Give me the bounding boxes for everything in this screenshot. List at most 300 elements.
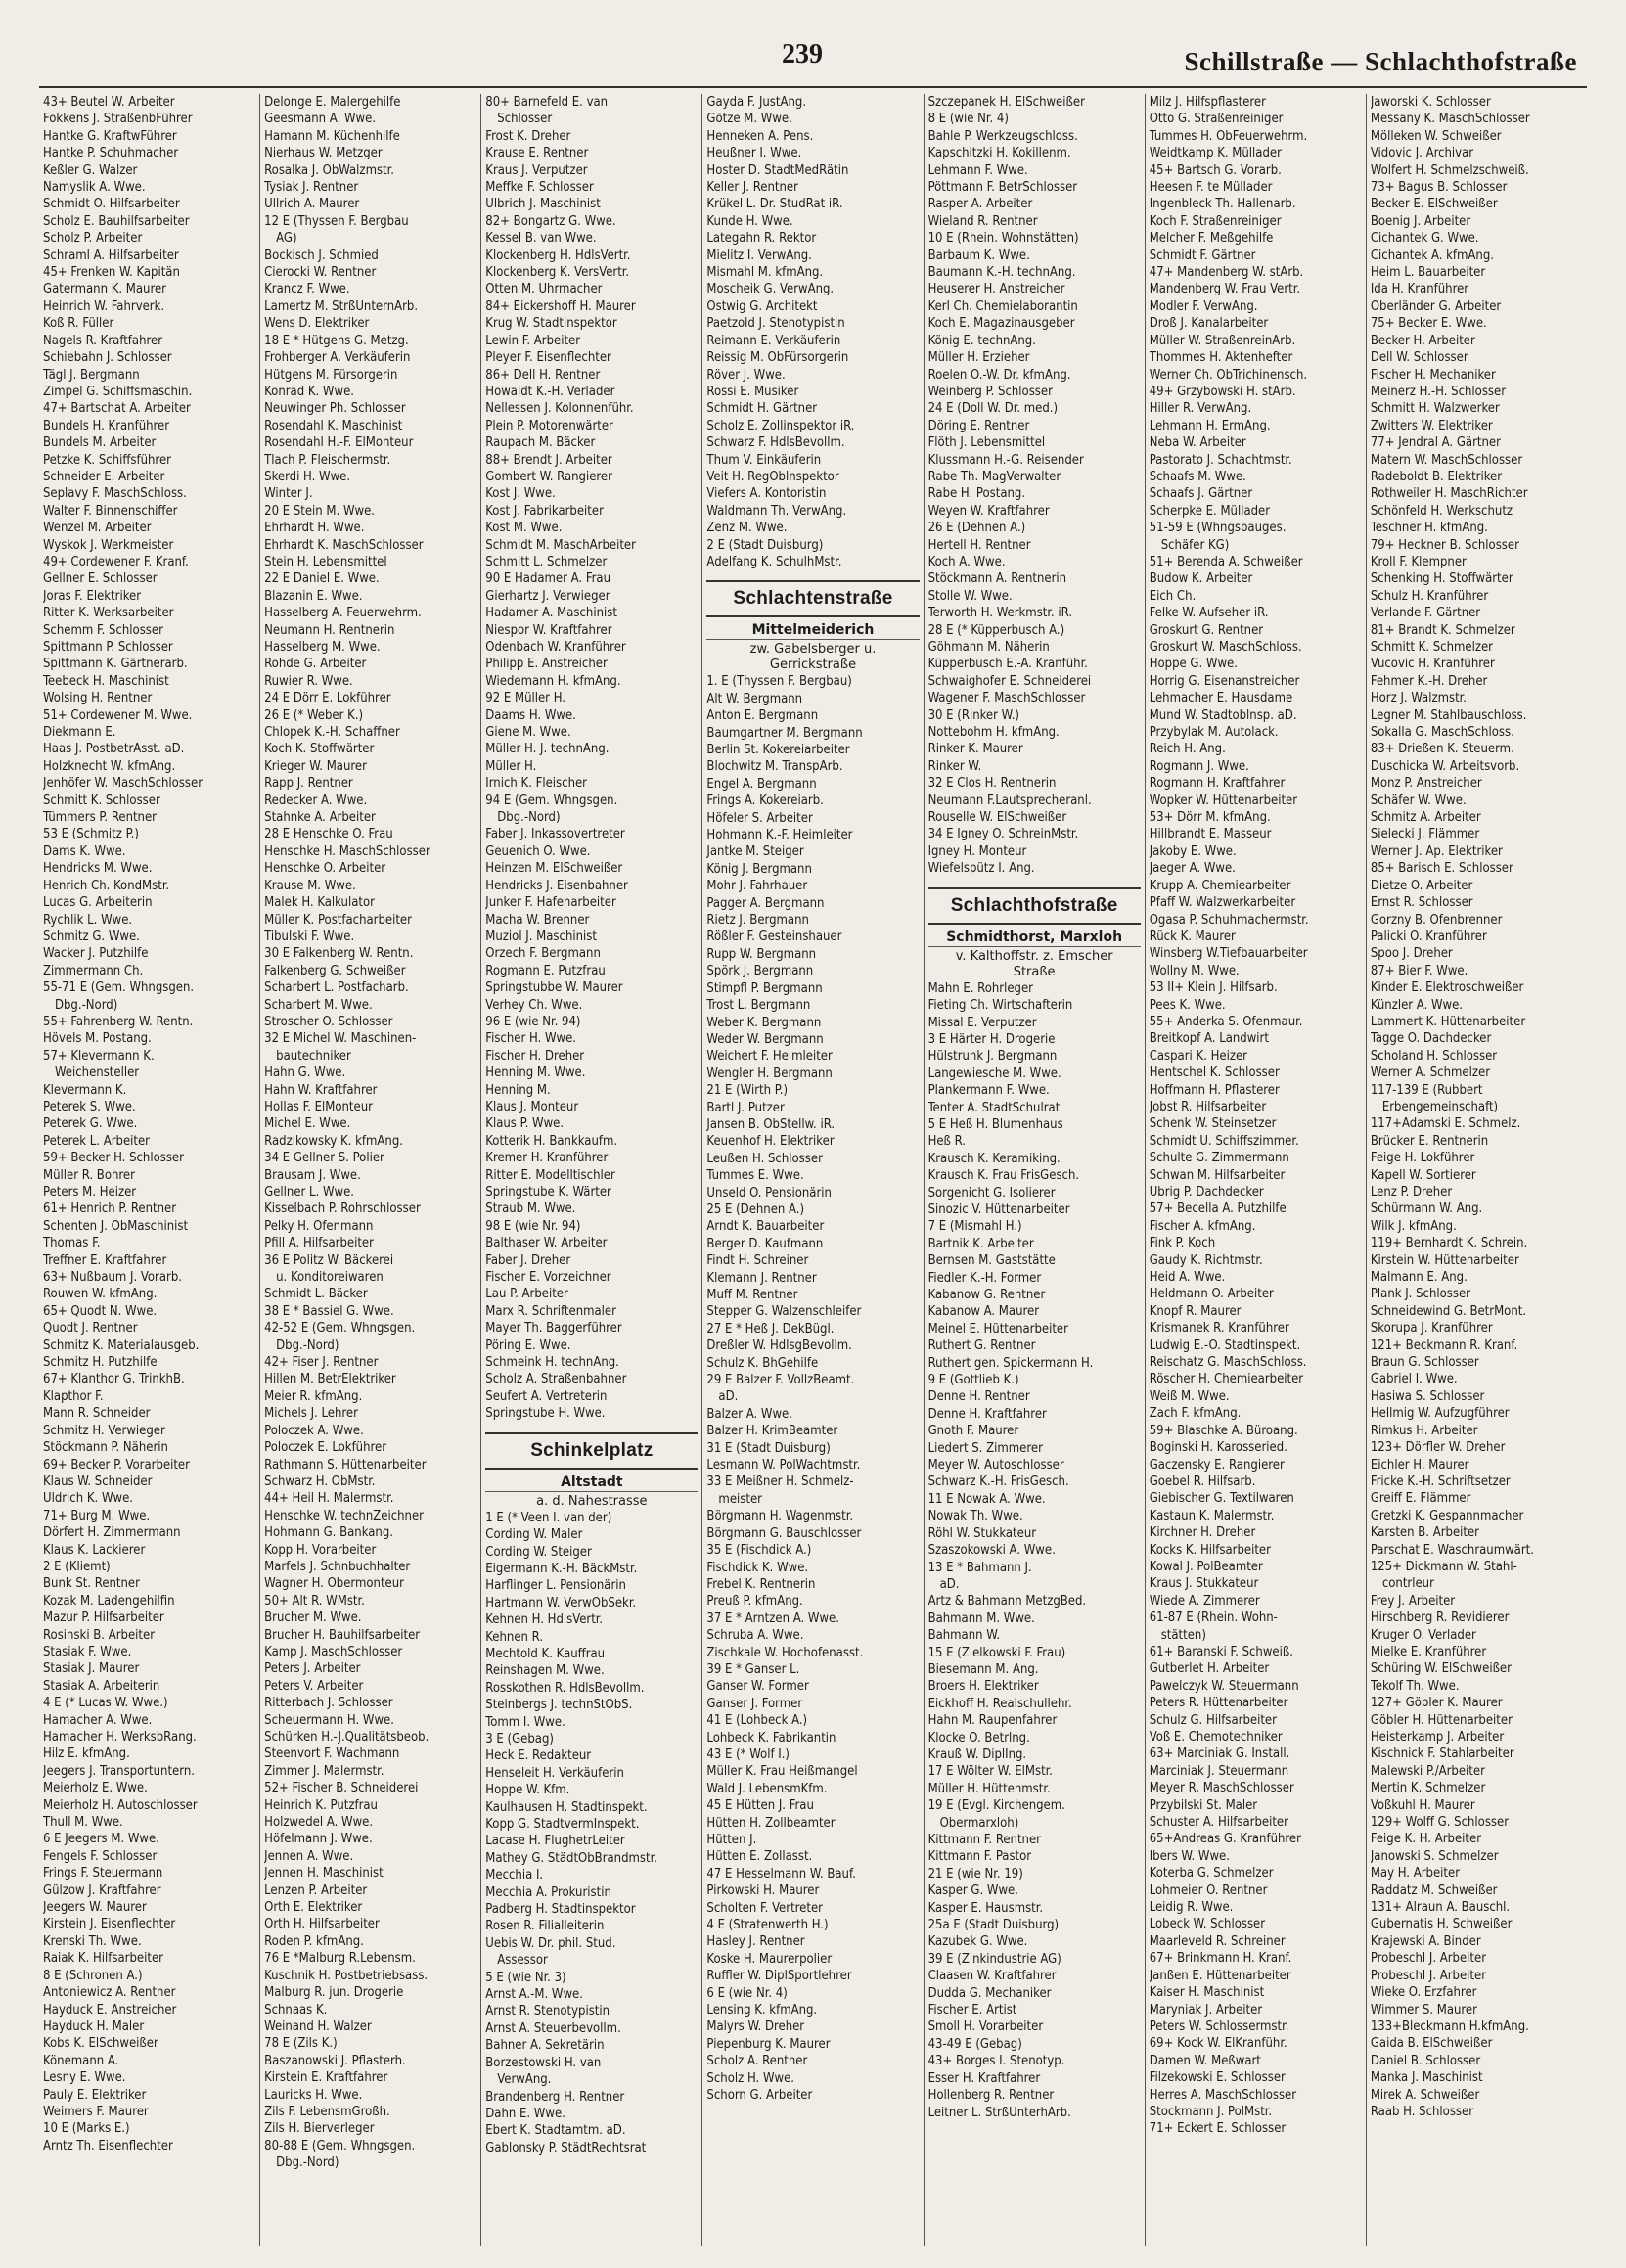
directory-entry: Kremer H. Kranführer: [485, 1151, 609, 1166]
directory-entry: Heldmann O. Arbeiter: [1149, 1287, 1274, 1302]
directory-entry: Rouwen W. kfmAng.: [43, 1287, 158, 1302]
directory-entry: Schmidt L. Bäcker: [264, 1287, 368, 1302]
directory-entry: 28 E Henschke O. Frau: [264, 827, 393, 842]
directory-entry: 82+ Bongartz G. Wwe.: [485, 213, 616, 229]
directory-entry: 26 E (* Weber K.): [264, 707, 364, 723]
directory-entry: Küpperbusch E.-A. Kranführ.: [927, 657, 1088, 672]
directory-entry: Irnich K. Fleischer: [485, 776, 587, 792]
directory-entry: Leußen H. Schlosser: [706, 1151, 823, 1166]
directory-entry: Weder W. Bergmann: [706, 1031, 824, 1047]
directory-entry: 53+ Dörr M. kfmAng.: [1149, 810, 1271, 826]
directory-entry: Roelen O.-W. Dr. kfmAng.: [927, 367, 1071, 383]
directory-entry: Filzekowski E. Schlosser: [1149, 2070, 1286, 2086]
directory-entry: Gubernatis H. Schweißer: [1370, 1917, 1513, 1932]
directory-entry: Karsten B. Arbeiter: [1370, 1525, 1479, 1541]
directory-entry: 73+ Bagus B. Schlosser: [1370, 180, 1508, 196]
directory-entry: Kirstein J. Eisenflechter: [43, 1917, 176, 1932]
directory-entry: Heinrich K. Putzfrau: [264, 1797, 378, 1813]
directory-entry: 37 E * Arntzen A. Wwe.: [706, 1610, 839, 1626]
directory-entry: Fokkens J. StraßenbFührer: [43, 112, 193, 127]
directory-entry: Otten M. Uhrmacher: [485, 282, 603, 297]
directory-entry: Tummes E. Wwe.: [706, 1168, 804, 1184]
directory-entry: Dbg.-Nord): [276, 1338, 339, 1353]
directory-entry: Hasley J. Rentner: [706, 1934, 805, 1950]
directory-entry: Macha W. Brenner: [485, 912, 590, 928]
directory-entry: Lesmann W. PolWachtmstr.: [706, 1458, 861, 1474]
directory-entry: Hendricks J. Eisenbahner: [485, 878, 628, 893]
directory-entry: Dbg.-Nord): [497, 810, 561, 826]
directory-entry: 21 E (wie Nr. 19): [927, 1866, 1023, 1882]
directory-entry: Stepper G. Walzenschleifer: [706, 1304, 862, 1320]
directory-entry: Neumann F.Lautsprecheranl.: [927, 793, 1092, 808]
directory-entry: Lehmann H. ErmAng.: [1149, 418, 1271, 433]
directory-entry: Ehrhardt K. MaschSchlosser: [264, 537, 424, 553]
directory-entry: Muff M. Rentner: [706, 1288, 798, 1302]
directory-entry: Hasselberg M. Wwe.: [264, 640, 381, 655]
directory-entry: Claasen W. Kraftfahrer: [927, 1969, 1057, 1984]
directory-entry: Dbg.-Nord): [276, 2155, 339, 2171]
directory-entry: Seufert A. Vertreterin: [485, 1388, 608, 1404]
directory-entry: Wolsing H. Rentner: [43, 691, 153, 706]
directory-entry: Damen W. Meßwart: [1149, 2053, 1261, 2068]
directory-entry: Budow K. Arbeiter: [1149, 571, 1253, 587]
directory-entry: Palicki O. Kranführer: [1370, 929, 1487, 944]
directory-entry: Schwarz F. HdlsBevollm.: [706, 435, 845, 451]
directory-entry: Kapschitzki H. Kokillenm.: [927, 146, 1071, 161]
directory-entry: Zwitters W. Elektriker: [1370, 418, 1493, 433]
directory-entry: Henneken A. Pens.: [706, 128, 814, 144]
directory-entry: Lamertz M. StrßUnternArb.: [264, 298, 419, 314]
directory-entry: Wieke O. Erzfahrer: [1370, 1985, 1477, 2001]
directory-entry: Künzler A. Wwe.: [1370, 997, 1464, 1013]
directory-entry: Hahn W. Kraftfahrer: [264, 1082, 378, 1098]
directory-entry: Hütten J.: [706, 1833, 757, 1847]
directory-entry: Smoll H. Vorarbeiter: [927, 2019, 1044, 2035]
directory-entry: Heid A. Wwe.: [1149, 1270, 1226, 1286]
directory-entry: Schaafs M. Wwe.: [1149, 469, 1246, 484]
directory-entry: Rosen R. Filialleiterin: [485, 1919, 605, 1934]
directory-entry: Frings F. Steuermann: [43, 1866, 163, 1882]
directory-entry: Hendricks M. Wwe.: [43, 861, 153, 877]
directory-entry: Krausch K. Frau FrisGesch.: [927, 1168, 1080, 1184]
directory-entry: Szaszokowski A. Wwe.: [927, 1543, 1056, 1559]
directory-entry: Rasper A. Arbeiter: [927, 197, 1033, 212]
directory-entry: Cording W. Steiger: [485, 1544, 592, 1560]
directory-entry: 77+ Jendral A. Gärtner: [1370, 435, 1501, 451]
directory-entry: Sielecki J. Flämmer: [1370, 827, 1480, 842]
directory-entry: Daniel B. Schlosser: [1370, 2053, 1481, 2068]
directory-entry: Hayduck H. Maler: [43, 2019, 145, 2034]
directory-entry: Kozak M. Ladengehilfin: [43, 1593, 175, 1609]
directory-entry: Schwarz H. ObMstr.: [264, 1474, 376, 1489]
directory-entry: Neuwinger Ph. Schlosser: [264, 401, 406, 417]
directory-entry: Blazanin E. Wwe.: [264, 588, 363, 604]
directory-entry: Heck E. Redakteur: [485, 1748, 592, 1764]
directory-entry: Weinand H. Walzer: [264, 2019, 372, 2034]
directory-entry: Faber J. Inkassovertreter: [485, 827, 625, 842]
directory-entry: Koske H. Maurerpolier: [706, 1951, 833, 1967]
directory-entry: Scheuermann H. Wwe.: [264, 1712, 394, 1728]
directory-entry: Duschicka W. Arbeitsvorb.: [1370, 758, 1520, 774]
directory-entry: Frey J. Arbeiter: [1370, 1593, 1456, 1609]
directory-entry: Gellner L. Wwe.: [264, 1185, 355, 1200]
directory-entry: Klussmann H.-G. Reisender: [927, 452, 1084, 468]
street-district: Schmidthorst, Marxloh: [928, 929, 1141, 947]
directory-entry: 34 E Gellner S. Polier: [264, 1151, 384, 1166]
directory-entry: Gatermann K. Maurer: [43, 282, 166, 297]
directory-entry: Scholz E. Bauhilfsarbeiter: [43, 213, 190, 229]
directory-entry: Delonge E. Malergehilfe: [264, 95, 401, 110]
directory-entry: 32 E Clos H. Rentnerin: [927, 776, 1057, 792]
directory-entry: Mandenberg W. Frau Vertr.: [1149, 282, 1301, 297]
directory-entry: Lesny E. Wwe.: [43, 2070, 126, 2086]
directory-entry: Winsberg W.Tiefbauarbeiter: [1149, 946, 1308, 962]
directory-entry: Messany K. MaschSchlosser: [1370, 112, 1530, 127]
directory-entry: Blochwitz M. TranspArb.: [706, 759, 843, 775]
directory-entry: Cichantek G. Wwe.: [1370, 231, 1479, 247]
directory-entry: Peters R. Hüttenarbeiter: [1149, 1696, 1288, 1711]
directory-entry: Kessel B. van Wwe.: [485, 231, 597, 247]
directory-entry: Stimpfl P. Bergmann: [706, 980, 823, 996]
directory-entry: Kopp G. StadtvermInspekt.: [485, 1817, 640, 1832]
page-number: 239: [782, 39, 823, 69]
directory-entry: 4 E (* Lucas W. Wwe.): [43, 1696, 168, 1711]
directory-entry: Droß J. Kanalarbeiter: [1149, 316, 1269, 332]
directory-entry: Legner M. Stahlbauschloss.: [1370, 707, 1527, 723]
directory-entry: Keuenhof H. Elektriker: [706, 1134, 835, 1150]
directory-entry: Janßen E. Hüttenarbeiter: [1149, 1968, 1291, 1983]
directory-entry: Tysiak J. Rentner: [264, 180, 359, 196]
directory-entry: Hohmann K.-F. Heimleiter: [706, 828, 853, 843]
directory-entry: 22 E Daniel E. Wwe.: [264, 571, 380, 587]
directory-entry: Wiefelspütz I. Ang.: [927, 861, 1035, 877]
directory-entry: Mohr J. Fahrhauer: [706, 879, 808, 894]
directory-entry: 121+ Beckmann R. Kranf.: [1370, 1338, 1518, 1353]
directory-entry: Kapell W. Sortierer: [1370, 1167, 1476, 1183]
directory-entry: Müller W. StraßenreinArb.: [1149, 333, 1296, 348]
directory-entry: Lohbeck K. Fabrikantin: [706, 1730, 836, 1746]
directory-entry: Kirstein W. Hüttenarbeiter: [1370, 1252, 1519, 1268]
directory-entry: Raab H. Schlosser: [1370, 2104, 1474, 2119]
directory-entry: Gayda F. JustAng.: [706, 95, 807, 110]
directory-entry: Knopf R. Maurer: [1149, 1303, 1242, 1319]
directory-entry: 45 E Hütten J. Frau: [706, 1798, 814, 1814]
directory-entry: Lohmeier O. Rentner: [1149, 1882, 1268, 1898]
directory-entry: Stasiak J. Maurer: [43, 1661, 140, 1677]
directory-entry: 133+Bleckmann H.kfmAng.: [1370, 2019, 1529, 2034]
directory-entry: 80-88 E (Gem. Whngsgen.: [264, 2138, 416, 2154]
directory-entry: Scholz H. Wwe.: [706, 2070, 794, 2086]
directory-entry: Rogmann H. Kraftfahrer: [1149, 776, 1286, 792]
directory-entry: Frost K. Dreher: [485, 128, 571, 144]
directory-entry: Frohberger A. Verkäuferin: [264, 350, 411, 366]
directory-entry: Mayer Th. Baggerführer: [485, 1321, 622, 1337]
directory-entry: Otto G. Straßenreiniger: [1149, 112, 1284, 127]
directory-entry: Geuenich O. Wwe.: [485, 843, 591, 859]
directory-entry: Dell W. Schlosser: [1370, 350, 1468, 366]
directory-entry: Nellessen J. Kolonnenführ.: [485, 401, 634, 417]
directory-entry: Wiedemann H. kfmAng.: [485, 673, 621, 689]
street-location-note: Straße: [1013, 964, 1056, 979]
directory-entry: Fischer E. Artist: [927, 2003, 1017, 2019]
directory-entry: Missal E. Verputzer: [927, 1015, 1037, 1030]
directory-entry: Schmitt K. Schmelzer: [1370, 640, 1493, 655]
directory-entry: Götze M. Wwe.: [706, 112, 792, 127]
directory-entry: Rosinski B. Arbeiter: [43, 1627, 155, 1643]
directory-entry: Raupach M. Bäcker: [485, 435, 596, 451]
directory-entry: Pawelczyk W. Steuermann: [1149, 1678, 1299, 1694]
directory-entry: Klevermann K.: [43, 1082, 127, 1098]
directory-entry: Schmidt U. Schiffszimmer.: [1149, 1133, 1299, 1149]
directory-entry: 53 II+ Klein J. Hilfsarb.: [1149, 980, 1278, 996]
directory-entry: Hamacher H. WerksbRang.: [43, 1730, 197, 1745]
directory-entry: Rossi E. Musiker: [706, 384, 799, 399]
directory-entry: 65+Andreas G. Kranführer: [1149, 1832, 1301, 1847]
directory-entry: Koch E. Magazinausgeber: [927, 316, 1075, 332]
directory-entry: 18 E * Hütgens G. Metzg.: [264, 333, 409, 348]
directory-entry: 83+ Drießen K. Steuerm.: [1370, 742, 1514, 757]
directory-entry: Pees K. Wwe.: [1149, 997, 1226, 1013]
directory-entry: Lobeck W. Schlosser: [1149, 1917, 1266, 1932]
directory-entry: Rosskothen R. HdlsBevollm.: [485, 1680, 645, 1696]
directory-entry: Reischatz G. MaschSchloss.: [1149, 1355, 1307, 1371]
directory-entry: Arnst A.-M. Wwe.: [485, 1987, 583, 2003]
directory-entry: Henschke H. MaschSchlosser: [264, 843, 430, 859]
directory-entry: Stöckmann P. Näherin: [43, 1440, 168, 1456]
address-columns: [39, 94, 1587, 2246]
directory-entry: Heesen F. te Müllader: [1149, 180, 1273, 196]
directory-entry: Schulz H. Kranführer: [1370, 588, 1489, 604]
directory-entry: Gablonsky P. StädtRechtsrat: [485, 2140, 647, 2155]
directory-entry: VerwAng.: [497, 2072, 552, 2088]
directory-entry: Jennen H. Maschinist: [264, 1866, 384, 1882]
directory-entry: Berger D. Kaufmann: [706, 1236, 824, 1251]
directory-entry: Fengels F. Schlosser: [43, 1848, 158, 1864]
directory-entry: Henning M.: [485, 1082, 551, 1098]
directory-entry: Scharbert M. Wwe.: [264, 997, 373, 1013]
directory-entry: Peterek S. Wwe.: [43, 1099, 136, 1114]
directory-entry: Faber J. Dreher: [485, 1252, 571, 1268]
directory-entry: Malmann E. Ang.: [1370, 1270, 1468, 1286]
directory-entry: Groskurt G. Rentner: [1149, 622, 1264, 638]
directory-entry: Kocks K. Hilfsarbeiter: [1149, 1542, 1271, 1558]
directory-entry: Hilz E. kfmAng.: [43, 1746, 130, 1762]
directory-entry: Peters M. Heizer: [43, 1185, 137, 1200]
directory-entry: Arntz Th. Eisenflechter: [43, 2138, 173, 2154]
directory-entry: Engel A. Bergmann: [706, 776, 817, 792]
directory-entry: 88+ Brendt J. Arbeiter: [485, 452, 612, 468]
directory-entry: Skerdi H. Wwe.: [264, 469, 351, 484]
directory-entry: 51+ Cordewener M. Wwe.: [43, 707, 193, 723]
directory-entry: Arnst A. Steuerbevollm.: [485, 2020, 621, 2036]
directory-entry: Schneidewind G. BetrMont.: [1370, 1303, 1527, 1319]
directory-entry: Sorgenicht G. Isolierer: [927, 1185, 1056, 1201]
directory-entry: 28 E (* Küpperbusch A.): [927, 622, 1065, 638]
directory-entry: Marx R. Schriftenmaler: [485, 1303, 616, 1319]
directory-entry: Diekmann E.: [43, 725, 116, 741]
directory-entry: Müller R. Bohrer: [43, 1167, 135, 1183]
directory-entry: Schraml A. Hilfsarbeiter: [43, 248, 179, 263]
directory-entry: Giene M. Wwe.: [485, 725, 571, 741]
directory-entry: 57+ Klevermann K.: [43, 1048, 155, 1064]
directory-entry: Weimers F. Maurer: [43, 2104, 149, 2119]
directory-entry: 84+ Eickershoff H. Maurer: [485, 298, 636, 314]
directory-entry: Fischer H. Mechaniker: [1370, 367, 1496, 383]
directory-entry: Maryniak J. Arbeiter: [1149, 2002, 1263, 2018]
directory-entry: Rouselle W. ElSchweißer: [927, 810, 1067, 826]
directory-entry: Hahn G. Wwe.: [264, 1066, 346, 1081]
directory-entry: Hadamer A. Maschinist: [485, 606, 617, 621]
directory-entry: Schäfer W. Wwe.: [1370, 793, 1467, 808]
directory-entry: Schmitt H. Walzwerker: [1370, 401, 1500, 417]
directory-entry: Rogmann J. Wwe.: [1149, 758, 1249, 774]
directory-entry: Krauß W. DiplIng.: [927, 1746, 1027, 1762]
directory-entry: 79+ Heckner B. Schlosser: [1370, 537, 1519, 553]
directory-entry: Werner Ch. ObTrichinensch.: [1149, 367, 1308, 383]
directory-entry: Kaulhausen H. Stadtinspekt.: [485, 1799, 648, 1815]
directory-entry: Rabe H. Postang.: [927, 486, 1026, 502]
directory-entry: 55-71 E (Gem. Whngsgen.: [43, 980, 195, 996]
directory-entry: Rychlik L. Wwe.: [43, 912, 133, 928]
directory-entry: Hamacher A. Wwe.: [43, 1712, 153, 1728]
directory-entry: Ruwier R. Wwe.: [264, 673, 353, 689]
directory-entry: Schulz K. BhGehilfe: [706, 1355, 819, 1371]
directory-entry: 12 E (Thyssen F. Bergbau: [264, 213, 409, 229]
directory-entry: Scholz P. Arbeiter: [43, 231, 143, 247]
directory-entry: Felke W. Aufseher iR.: [1149, 606, 1269, 621]
directory-entry: Lehmacher E. Hausdame: [1149, 691, 1293, 706]
directory-entry: Konrad K. Wwe.: [264, 384, 354, 399]
directory-entry: 98 E (wie Nr. 94): [485, 1218, 581, 1234]
column-1: [39, 94, 259, 2246]
directory-entry: Thull M. Wwe.: [43, 1815, 123, 1831]
directory-entry: Lauricks H. Wwe.: [264, 2087, 363, 2103]
directory-entry: 30 E (Rinker W.): [927, 707, 1019, 723]
directory-entry: Klockenberg H. HdlsVertr.: [485, 248, 631, 263]
directory-entry: Bockisch J. Schmied: [264, 248, 379, 263]
directory-entry: Voßkuhl H. Maurer: [1370, 1797, 1475, 1813]
directory-entry: Kirchner H. Dreher: [1149, 1525, 1256, 1541]
directory-entry: 6 E (wie Nr. 4): [706, 1985, 788, 2001]
directory-entry: Meinerz H.-H. Schlosser: [1370, 384, 1507, 399]
directory-entry: Ruffler W. DiplSportlehrer: [706, 1969, 852, 1984]
column-3: [480, 94, 701, 2246]
directory-entry: Ulbrich J. Maschinist: [485, 197, 601, 212]
directory-entry: Hahn M. Raupenfahrer: [927, 1713, 1058, 1729]
directory-entry: 1 E (* Veen I. van der): [485, 1510, 612, 1525]
directory-entry: Klocke O. Betrlng.: [927, 1730, 1030, 1746]
directory-entry: Holzknecht W. kfmAng.: [43, 758, 176, 774]
directory-entry: Radeboldt B. Elektriker: [1370, 469, 1503, 484]
directory-entry: 32 E Michel W. Maschinen-: [264, 1031, 417, 1047]
directory-entry: Fischer E. Vorzeichner: [485, 1270, 611, 1286]
directory-entry: Ingenbleck Th. Hallenarb.: [1149, 197, 1296, 212]
directory-entry: Stroscher O. Schlosser: [264, 1014, 393, 1029]
directory-entry: Koch F. Straßenreiniger: [1149, 213, 1282, 229]
directory-entry: Krismanek R. Kranführer: [1149, 1321, 1289, 1337]
column-4: [701, 94, 923, 2246]
directory-entry: Cierocki W. Rentner: [264, 265, 377, 281]
directory-entry: 42-52 E (Gem. Whngsgen.: [264, 1321, 416, 1337]
directory-entry: Schulte G. Zimmermann: [1149, 1151, 1289, 1166]
directory-entry: Eich Ch.: [1149, 588, 1197, 604]
directory-entry: Henning M. Wwe.: [485, 1066, 586, 1081]
directory-entry: Gnoth F. Maurer: [927, 1424, 1019, 1439]
directory-entry: Lewin F. Arbeiter: [485, 333, 581, 348]
directory-entry: Hartmann W. VerwObSekr.: [485, 1595, 637, 1610]
directory-entry: 63+ Marciniak G. Install.: [1149, 1746, 1290, 1762]
directory-entry: 1. E (Thyssen F. Bergbau): [706, 674, 852, 690]
directory-entry: Schnaas K.: [264, 2002, 328, 2018]
directory-entry: Spoo J. Dreher: [1370, 946, 1453, 962]
directory-entry: Baumann K.-H. technAng.: [927, 265, 1076, 281]
directory-entry: Michel E. Wwe.: [264, 1116, 351, 1132]
directory-entry: Kuschnik H. Postbetriebsass.: [264, 1968, 429, 1983]
directory-entry: 31 E (Stadt Duisburg): [706, 1440, 831, 1456]
directory-entry: Henschke W. technZeichner: [264, 1508, 424, 1523]
directory-entry: Ebert K. Stadtamtm. aD.: [485, 2123, 626, 2139]
directory-entry: Stasiak F. Wwe.: [43, 1644, 132, 1659]
directory-entry: Gaida B. ElSchweißer: [1370, 2036, 1493, 2052]
directory-entry: Springstubbe W. Maurer: [485, 980, 623, 996]
directory-entry: Erbengemeinschaft): [1381, 1099, 1499, 1114]
directory-entry: Weichert F. Heimleiter: [706, 1049, 833, 1065]
directory-entry: Ritter K. Werksarbeiter: [43, 606, 174, 621]
directory-entry: Döring E. Rentner: [927, 418, 1030, 433]
directory-entry: Scharbert L. Postfacharb.: [264, 980, 409, 996]
directory-entry: Jaeger A. Wwe.: [1149, 861, 1236, 877]
directory-entry: Namyslik A. Wwe.: [43, 180, 146, 196]
directory-entry: Peterek G. Wwe.: [43, 1116, 138, 1132]
directory-entry: Mismahl M. kfmAng.: [706, 265, 824, 281]
directory-entry: Schemm F. Schlosser: [43, 622, 163, 638]
directory-entry: stätten): [1160, 1627, 1206, 1643]
directory-entry: Kost J. Fabrikarbeiter: [485, 503, 604, 519]
directory-entry: Eichler H. Maurer: [1370, 1457, 1469, 1473]
directory-entry: Klaus J. Monteur: [485, 1099, 579, 1114]
directory-entry: 21 E (Wirth P.): [706, 1083, 789, 1099]
directory-entry: Arnst R. Stenotypistin: [485, 2004, 610, 2019]
directory-entry: Zenz M. Wwe.: [706, 521, 788, 536]
directory-entry: 44+ Heil H. Malermstr.: [264, 1491, 394, 1507]
directory-entry: Uldrich K. Wwe.: [43, 1491, 133, 1507]
directory-entry: 63+ Nußbaum J. Vorarb.: [43, 1270, 182, 1286]
directory-entry: Hövels M. Postang.: [43, 1031, 152, 1047]
directory-entry: Krenski Th. Wwe.: [43, 1933, 142, 1949]
directory-entry: Pelky H. Ofenmann: [264, 1218, 374, 1234]
directory-entry: Lenz P. Dreher: [1370, 1185, 1453, 1200]
directory-entry: Röver J. Wwe.: [706, 367, 786, 383]
directory-entry: Anton E. Bergmann: [706, 708, 819, 724]
directory-entry: 71+ Eckert E. Schlosser: [1149, 2121, 1287, 2137]
directory-entry: 52+ Fischer B. Schneiderei: [264, 1781, 419, 1796]
directory-entry: Fischer A. kfmAng.: [1149, 1218, 1256, 1234]
directory-entry: Wengler H. Bergmann: [706, 1066, 833, 1081]
directory-entry: Brücker E. Rentnerin: [1370, 1133, 1489, 1149]
directory-entry: 45+ Bartsch G. Vorarb.: [1149, 162, 1282, 178]
directory-entry: Seplavy F. MaschSchloss.: [43, 486, 187, 502]
directory-entry: Wopker W. Hüttenarbeiter: [1149, 793, 1298, 808]
directory-entry: Kaiser H. Maschinist: [1149, 1985, 1265, 2001]
directory-entry: Marciniak J. Steuermann: [1149, 1763, 1289, 1779]
directory-entry: Könemann A.: [43, 2053, 119, 2068]
directory-entry: Meierholz E. Wwe.: [43, 1781, 148, 1796]
directory-entry: Müller H.: [485, 758, 537, 774]
directory-entry: Lau P. Arbeiter: [485, 1287, 568, 1302]
directory-entry: Hiller R. VerwAng.: [1149, 401, 1252, 417]
directory-entry: Kroll F. Klempner: [1370, 554, 1467, 569]
directory-entry: Rosendahl K. Maschinist: [264, 418, 403, 433]
